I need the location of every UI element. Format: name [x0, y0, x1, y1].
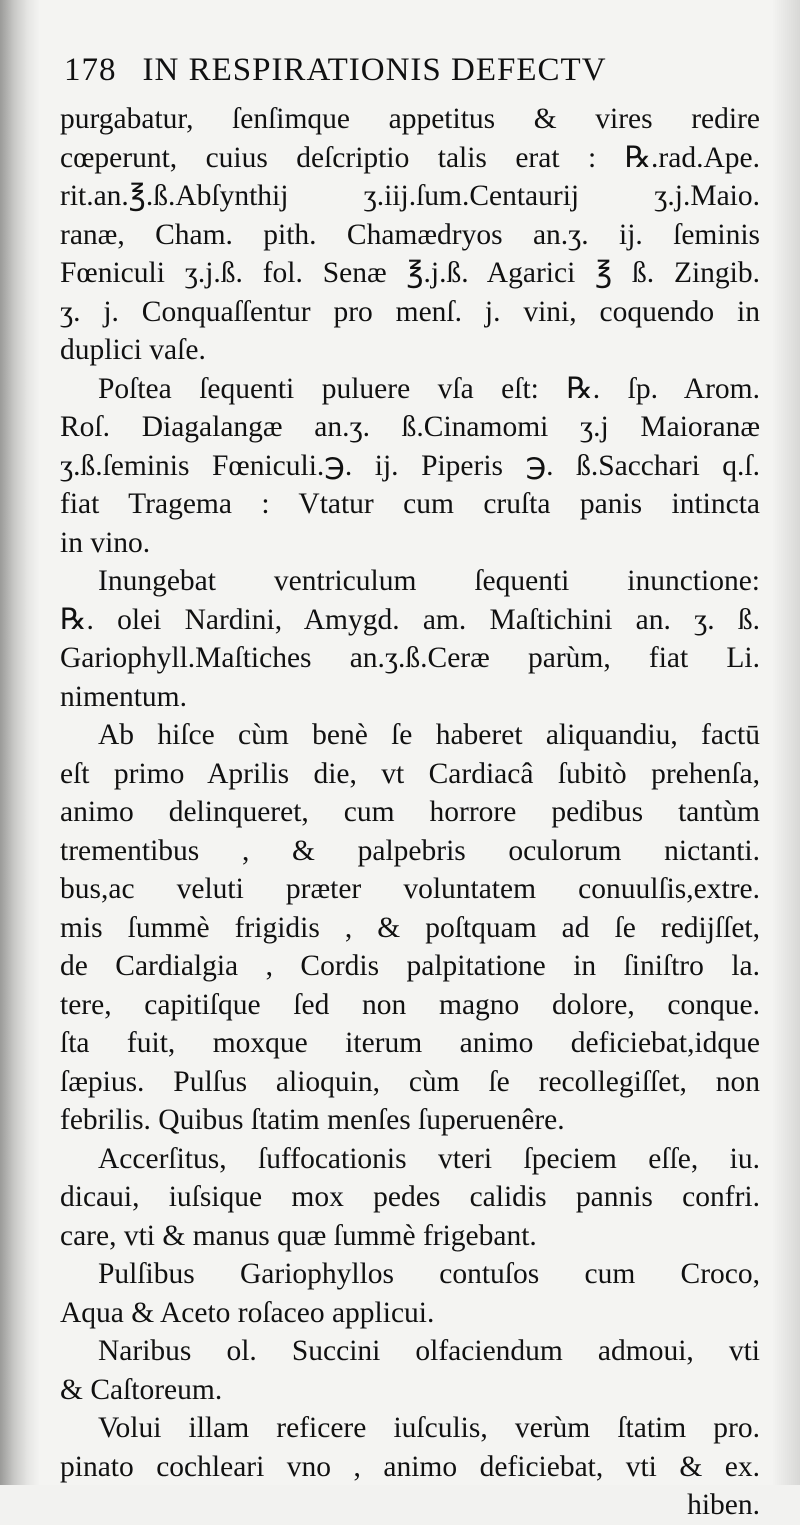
page-gutter-shadow — [0, 0, 40, 1485]
paragraph-start-line: Ab hiſce cùm benè ſe haberet aliquandiu, factū — [98, 719, 760, 751]
text-line: nimentum. — [60, 680, 188, 713]
text-line: Roſ. Diagalangæ an.ʒ. ß.Cinamomi ʒ.j Maioranæ — [60, 411, 760, 443]
catchword: hiben. — [687, 1489, 760, 1521]
text-line: de Cardialgia , Cordis palpitatione in ſiniſtro la. — [60, 950, 760, 982]
running-header — [64, 52, 754, 89]
text-line: ranæ, Cham. pith. Chamædryos an.ʒ. ij. ſeminis — [60, 218, 760, 251]
text-line: pinato cochleari vno , animo deficiebat, vti & ex. — [60, 1450, 760, 1483]
text-line: & Caſtoreum. — [60, 1373, 223, 1406]
text-line: febrilis. Quibus ſtatim menſes ſuperuenêre. — [60, 1104, 565, 1136]
text-line: duplici vaſe. — [60, 334, 206, 366]
running-title: IN RESPIRATIONIS DEFECTV — [142, 52, 607, 88]
paragraph-start-line: Poſtea ſequenti puluere vſa eſt: ℞. ſp. Arom. — [98, 372, 760, 405]
text-line: fiat Tragema : Vtatur cum cruſta panis intincta — [60, 488, 760, 520]
text-line: animo delinqueret, cum horrore pedibus tantùm — [60, 796, 760, 828]
text-line: care, vti & manus quæ ſummè frigebant. — [60, 1219, 537, 1252]
paragraph-start-line: Accerſitus, ſuffocationis vteri ſpeciem eſſe, iu. — [98, 1142, 760, 1175]
text-line: purgabatur, ſenſimque appetitus & vires redire — [60, 103, 760, 135]
text-line: cœperunt, cuius deſcriptio talis erat : ℞.rad.Ape. — [60, 141, 760, 174]
text-line: ſta fuit, moxque iterum animo deficiebat,idque — [60, 1027, 760, 1059]
text-line: in vino. — [60, 526, 151, 559]
text-line: ℞. olei Nardini, Amygd. am. Maſtichini an. ʒ. ß. — [60, 603, 760, 636]
text-line: trementibus , & palpebris oculorum nictanti. — [60, 834, 760, 867]
text-line: ſæpius. Pulſus alioquin, cùm ſe recollegiſſet, non — [60, 1065, 760, 1098]
body-text — [60, 100, 760, 1525]
page-number: 178 — [64, 52, 117, 88]
text-line: rit.an.℥.ß.Abſynthij ʒ.iij.ſum.Centaurij ʒ.j.Maio. — [60, 180, 760, 212]
page-edge-shadow — [772, 0, 800, 1485]
text-line: Fœniculi ʒ.j.ß. fol. Senæ ℥.j.ß. Agarici ℥ ß. Zingib. — [60, 257, 760, 289]
paragraph-start-line: Pulſibus Gariophyllos contuſos cum Croco, — [98, 1258, 760, 1290]
text-line: ʒ. j. Conquaſſentur pro menſ. j. vini, coquendo in — [60, 295, 760, 328]
text-line: dicaui, iuſsique mox pedes calidis pannis confri. — [60, 1181, 760, 1213]
text-line: bus,ac veluti præter voluntatem conuulſis,extre. — [60, 873, 760, 905]
paragraph-start-line: Inungebat ventriculum ſequenti inunctione: — [98, 565, 760, 597]
text-line: ʒ.ß.ſeminis Fœniculi.℈. ij. Piperis ℈. ß.Sacchari q.ſ. — [60, 449, 760, 482]
paragraph-start-line: Naribus ol. Succini olfaciendum admoui, vti — [98, 1335, 760, 1367]
text-line: Aqua & Aceto roſaceo applicui. — [60, 1296, 435, 1329]
text-line: tere, capitiſque ſed non magno dolore, conque. — [60, 988, 760, 1021]
paragraph-start-line: Volui illam reficere iuſculis, verùm ſtatim pro. — [98, 1412, 760, 1444]
text-line: eſt primo Aprilis die, vt Cardiacâ ſubitò prehenſa, — [60, 757, 760, 790]
text-line: Gariophyll.Maſtiches an.ʒ.ß.Ceræ parùm, fiat Li. — [60, 642, 760, 674]
text-line: mis ſummè frigidis , & poſtquam ad ſe redijſſet, — [60, 911, 760, 944]
